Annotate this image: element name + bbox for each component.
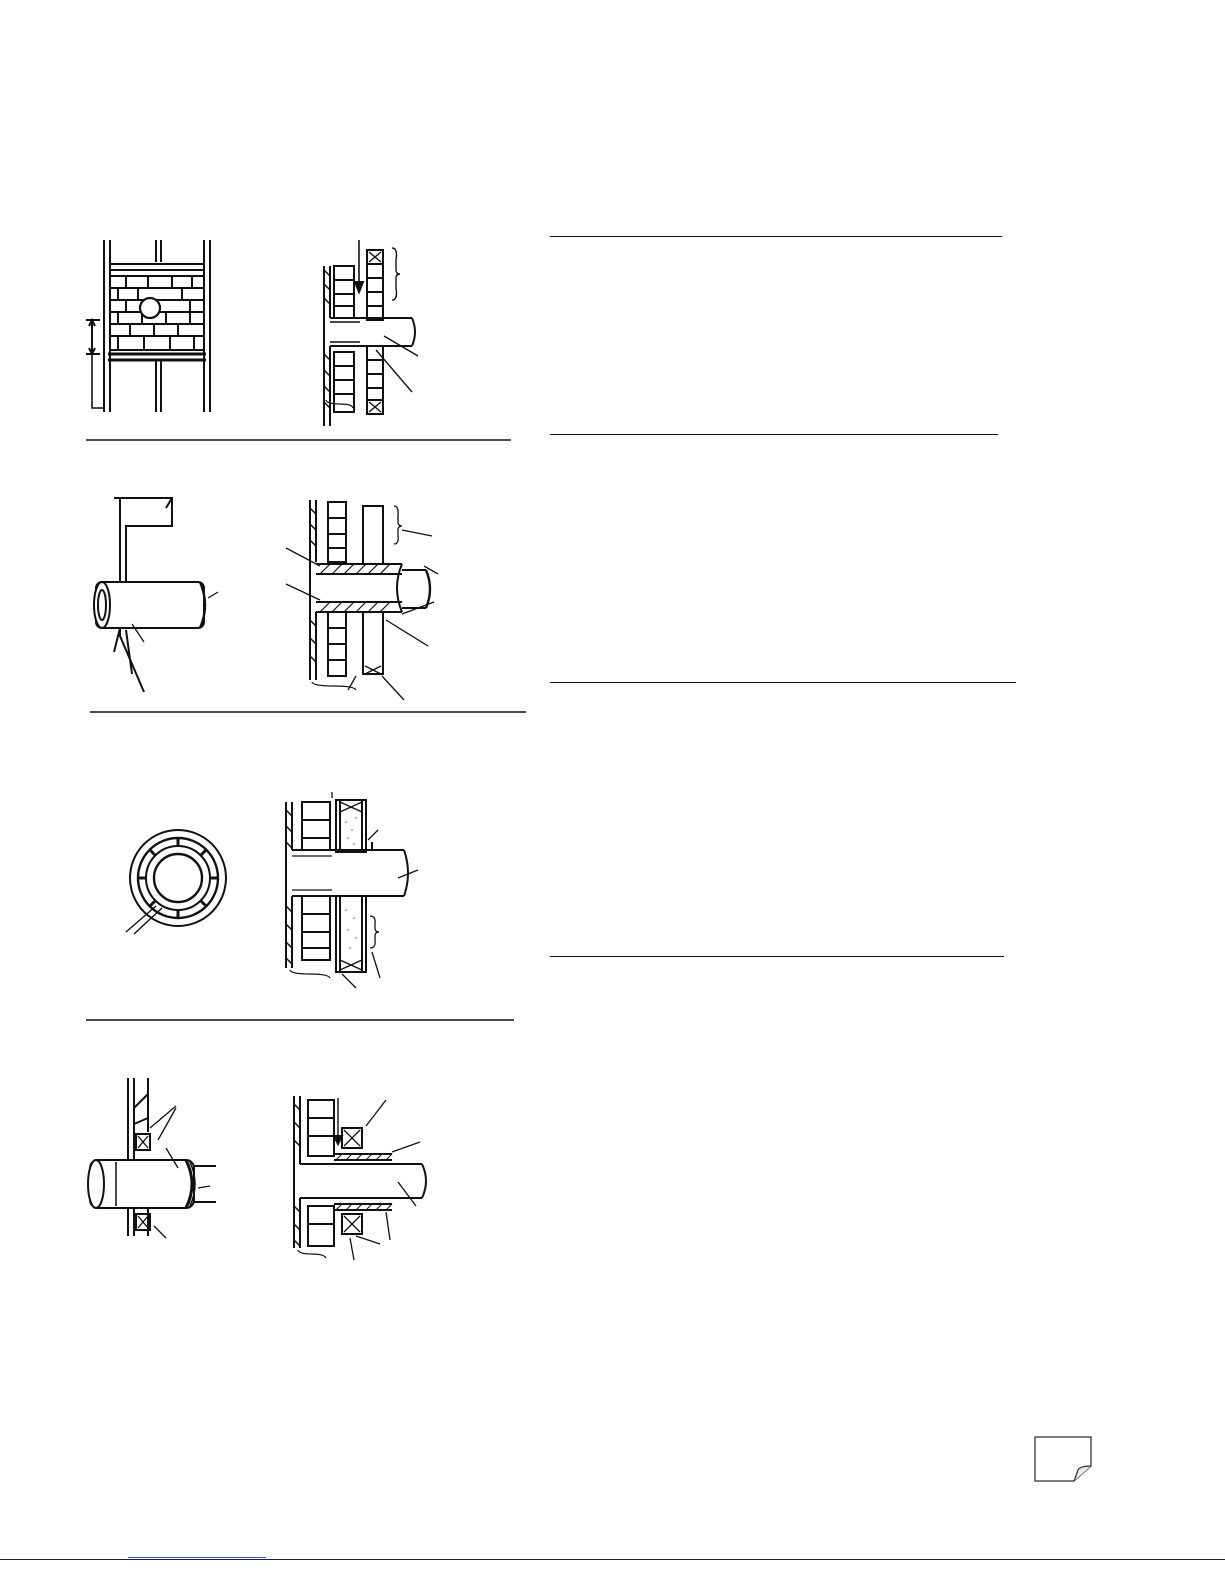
page-curl-icon	[1034, 1436, 1094, 1482]
answer-line-1	[550, 236, 1002, 237]
answer-line-2	[550, 434, 998, 435]
figure-1-drawing	[86, 214, 511, 442]
figure-4-drawing	[86, 1048, 496, 1288]
footer-link-underline[interactable]	[128, 1557, 266, 1558]
figure-2	[86, 452, 526, 714]
figure-1	[86, 214, 511, 442]
figure-2-drawing	[86, 452, 526, 714]
answer-line-3	[550, 682, 1016, 683]
answer-line-4	[550, 956, 1004, 957]
figure-4	[86, 1048, 496, 1288]
figure-3	[86, 738, 516, 1024]
footer-line	[0, 1559, 1225, 1560]
figure-3-drawing	[86, 738, 516, 1024]
